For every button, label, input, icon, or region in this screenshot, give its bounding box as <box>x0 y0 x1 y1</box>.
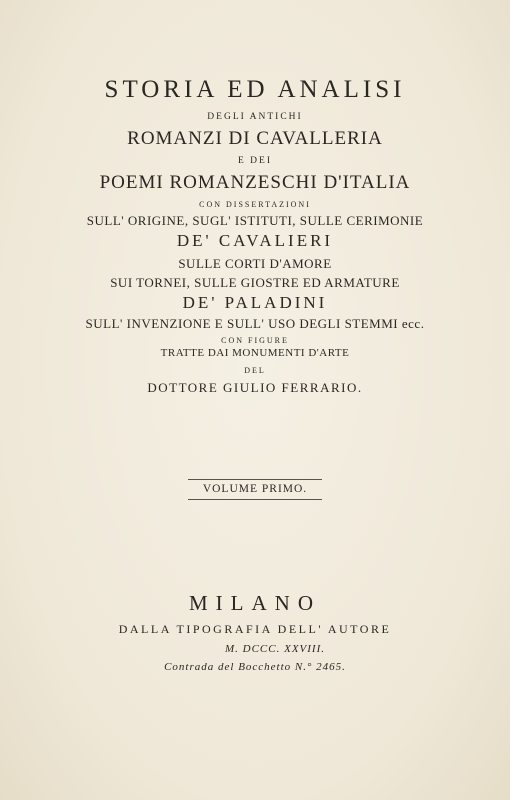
title-line-11: DE' PALADINI <box>182 293 328 312</box>
title-line-4: E DEI <box>237 156 272 166</box>
volume-rule-bottom <box>188 499 322 500</box>
title-line-5: POEMI ROMANZESCHI D'ITALIA <box>99 172 411 193</box>
title-line-3: ROMANZI DI CAVALLERIA <box>127 128 383 149</box>
volume-label: VOLUME PRIMO. <box>202 483 308 495</box>
volume-rule-top <box>188 479 322 480</box>
title-line-14: TRATTE DAI MONUMENTI D'ARTE <box>160 347 350 359</box>
title-line-12: SULL' INVENZIONE E SULL' USO DEGLI STEMMI ecc. <box>85 316 425 331</box>
title-line-9: SULLE CORTI D'AMORE <box>178 256 332 271</box>
title-line-6: CON DISSERTAZIONI <box>199 200 311 209</box>
title-line-13: CON FIGURE <box>221 336 289 345</box>
imprint-printer: DALLA TIPOGRAFIA DELL' AUTORE <box>118 622 392 636</box>
title-line-10: SUI TORNEI, SULLE GIOSTRE ED ARMATURE <box>110 275 400 290</box>
title-line-16: DOTTORE GIULIO FERRARIO. <box>147 380 363 395</box>
title-line-1: STORIA ED ANALISI <box>104 76 406 103</box>
imprint-city: MILANO <box>189 591 321 615</box>
title-line-2: DEGLI ANTICHI <box>207 112 303 122</box>
imprint-address: Contrada del Bocchetto N.° 2465. <box>164 661 346 673</box>
title-line-8: DE' CAVALIERI <box>176 231 334 250</box>
title-line-15: DEL <box>244 366 266 375</box>
imprint-year: M. DCCC. XXVIII. <box>224 643 325 655</box>
title-line-7: SULL' ORIGINE, SUGL' ISTITUTI, SULLE CERIMONIE <box>86 213 424 228</box>
